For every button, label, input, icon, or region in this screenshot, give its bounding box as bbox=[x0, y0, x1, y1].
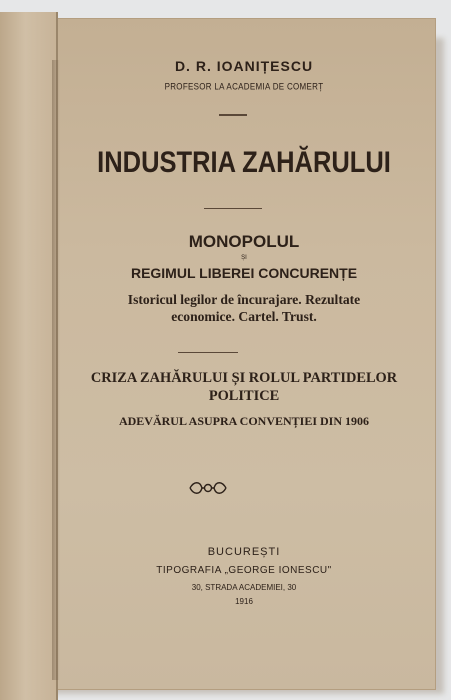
ornament-icon bbox=[188, 480, 228, 496]
divider-title bbox=[204, 208, 262, 209]
printer-name: TIPOGRAFIA „GEORGE IONESCU" bbox=[156, 565, 332, 576]
divider-middle bbox=[178, 352, 238, 353]
printer-address: 30, STRADA ACADEMIEI, 30 bbox=[191, 583, 297, 592]
crisis-line-2: POLITICE bbox=[208, 388, 280, 404]
publication-year: 1916 bbox=[235, 597, 253, 606]
book-title: INDUSTRIA ZAHĂRULUI bbox=[97, 146, 391, 179]
divider-top bbox=[219, 114, 247, 116]
conjunction: ȘI bbox=[241, 255, 247, 261]
subtitle: MONOPOLUL bbox=[188, 232, 300, 251]
regime-line: REGIMUL LIBEREI CONCURENȚE bbox=[130, 265, 358, 281]
truth-line: ADEVĂRUL ASUPRA CONVENȚIEI DIN 1906 bbox=[118, 414, 370, 428]
author-affiliation: PROFESOR LA ACADEMIA DE COMERȚ bbox=[164, 81, 324, 92]
history-line-2: economice. Cartel. Trust. bbox=[171, 309, 317, 324]
history-line-1: Istoricul legilor de încurajare. Rezultate bbox=[127, 292, 361, 307]
publication-city: BUCUREȘTI bbox=[207, 546, 281, 558]
author-name: D. R. IOANIȚESCU bbox=[174, 58, 314, 74]
crisis-line-1: CRIZA ZAHĂRULUI ȘI ROLUL PARTIDELOR bbox=[90, 370, 398, 386]
